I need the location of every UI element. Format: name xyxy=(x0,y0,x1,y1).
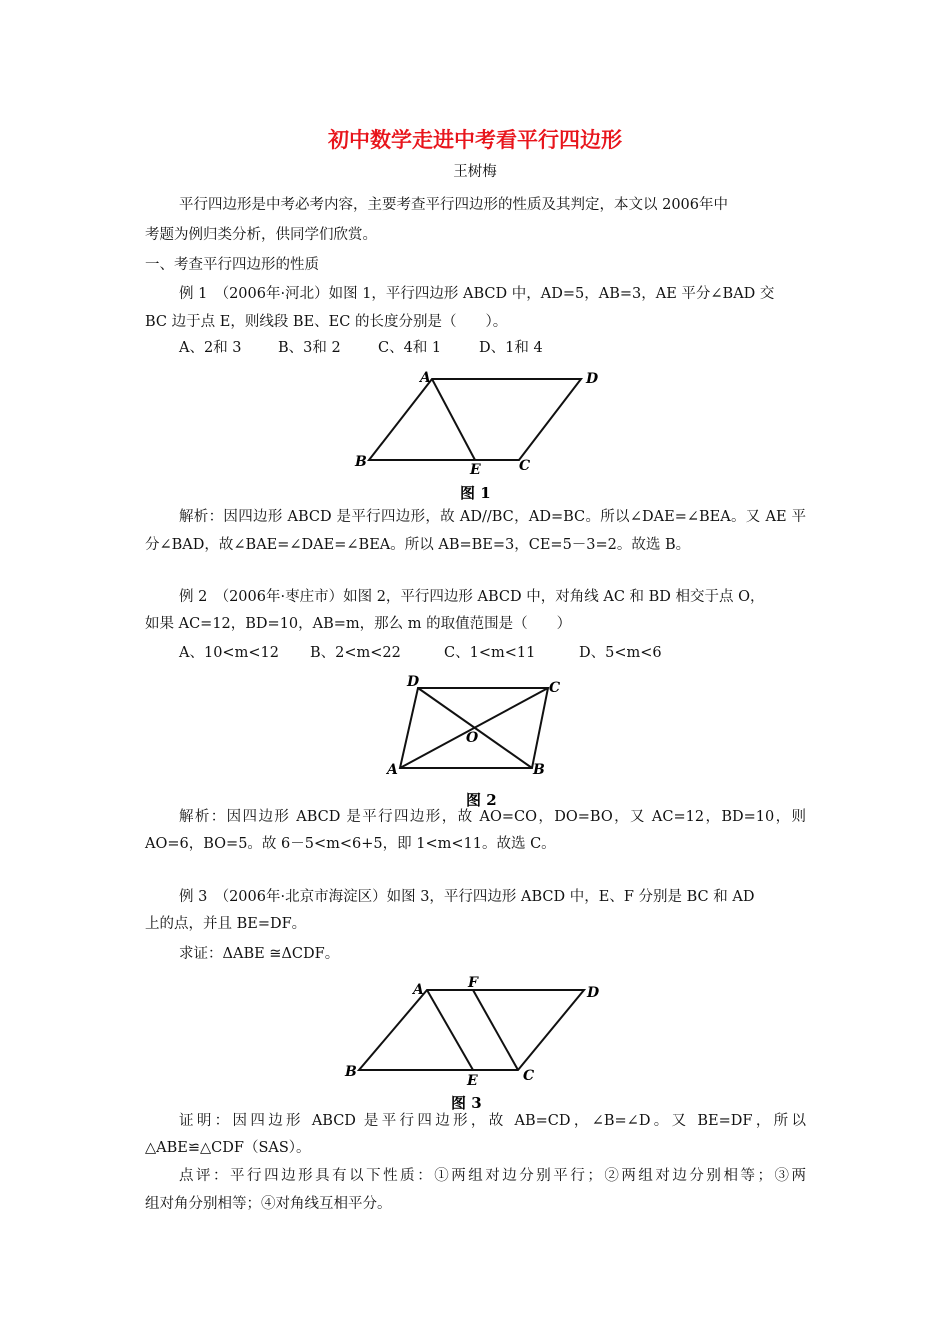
example2-line-2: 如果 AC=12，BD=10，AB=m，那么 m 的取值范围是（ ） xyxy=(145,616,572,632)
intro-line-1: 平行四边形是中考必考内容，主要考查平行四边形的性质及其判定，本文以 2006年中 xyxy=(179,197,729,213)
intro-line-2: 考题为例归类分析，供同学们欣赏。 xyxy=(145,227,377,243)
example3-comment-1: 点评：平行四边形具有以下性质：①两组对边分别平行；②两组对边分别相等；③两 xyxy=(179,1168,806,1184)
example3-proof-1: 证明：因四边形 ABCD 是平行四边形，故 AB=CD，∠B=∠D。又 BE=DF，所以 xyxy=(179,1113,806,1129)
label-a: A xyxy=(413,982,424,998)
figure-3-caption: 图 3 xyxy=(451,1094,482,1112)
example2-line-1: 例 2 （2006年·枣庄市）如图 2，平行四边形 ABCD 中，对角线 AC 和 BD 相交于点 O， xyxy=(179,589,765,605)
label-c: C xyxy=(519,458,531,474)
label-b: B xyxy=(355,454,367,470)
example3-prove: 求证：ΔABE ≅ΔCDF。 xyxy=(179,946,340,962)
parallelogram-abcd xyxy=(369,379,581,460)
document-title: 初中数学走进中考看平行四边形 xyxy=(328,128,622,152)
example2-analysis-2: AO=6，BO=5。故 6－5<m<6+5，即 1<m<11。故选 C。 xyxy=(145,836,556,852)
figure-2-caption: 图 2 xyxy=(466,791,497,809)
label-e: E xyxy=(470,462,481,478)
option-a: A、10<m<12 xyxy=(179,645,279,661)
label-b: B xyxy=(345,1064,357,1080)
option-a: A、2和 3 xyxy=(179,340,242,356)
option-b: B、2<m<22 xyxy=(310,645,401,661)
example2-analysis-1: 解析：因四边形 ABCD 是平行四边形，故 AO=CO，DO=BO，又 AC=12，BD=10，则 xyxy=(179,809,806,825)
figure-1 xyxy=(340,362,620,504)
example1-analysis-2: 分∠BAD，故∠BAE=∠DAE=∠BEA。所以 AB=BE=3，CE=5－3=2。故选 B。 xyxy=(145,537,691,553)
label-o: O xyxy=(466,730,479,746)
example3-comment-2: 组对角分别相等；④对角线互相平分。 xyxy=(145,1196,392,1212)
figure-3 xyxy=(336,972,616,1114)
author-name: 王树梅 xyxy=(453,164,497,180)
figure-1-caption: 图 1 xyxy=(460,484,491,502)
example3-line-2: 上的点，并且 BE=DF。 xyxy=(145,916,307,932)
label-c: C xyxy=(549,680,561,696)
label-b: B xyxy=(533,762,545,778)
option-d: D、5<m<6 xyxy=(579,645,662,661)
option-c: C、1<m<11 xyxy=(444,645,536,661)
label-d: D xyxy=(407,674,420,690)
label-f: F xyxy=(468,975,478,991)
diagonal-bd xyxy=(418,688,532,768)
segment-ae xyxy=(432,379,475,460)
segment-cf xyxy=(473,990,518,1070)
label-e: E xyxy=(467,1073,478,1089)
label-c: C xyxy=(523,1068,535,1084)
label-d: D xyxy=(587,985,600,1001)
example3-proof-2: △ABE≌△CDF（SAS）。 xyxy=(145,1140,311,1156)
segment-ae xyxy=(427,990,473,1070)
label-d: D xyxy=(586,371,599,387)
example1-line-1: 例 1 （2006年·河北）如图 1，平行四边形 ABCD 中，AD=5，AB=3，AE 平分∠BAD 交 xyxy=(179,286,775,302)
label-a: A xyxy=(387,762,398,778)
example1-line-2: BC 边于点 E，则线段 BE、EC 的长度分别是（ ）。 xyxy=(145,314,508,330)
option-c: C、4和 1 xyxy=(378,340,442,356)
option-b: B、3和 2 xyxy=(278,340,341,356)
section-heading: 一、考查平行四边形的性质 xyxy=(145,257,319,273)
option-d: D、1和 4 xyxy=(479,340,543,356)
parallelogram-abcd xyxy=(359,990,584,1070)
figure-2 xyxy=(380,670,580,812)
example1-analysis-1: 解析：因四边形 ABCD 是平行四边形，故 AD//BC，AD=BC。所以∠DAE=∠BEA。又 AE 平 xyxy=(179,509,806,525)
label-a: A xyxy=(420,370,431,386)
example3-line-1: 例 3 （2006年·北京市海淀区）如图 3，平行四边形 ABCD 中，E、F 分别是 BC 和 AD xyxy=(179,889,755,905)
